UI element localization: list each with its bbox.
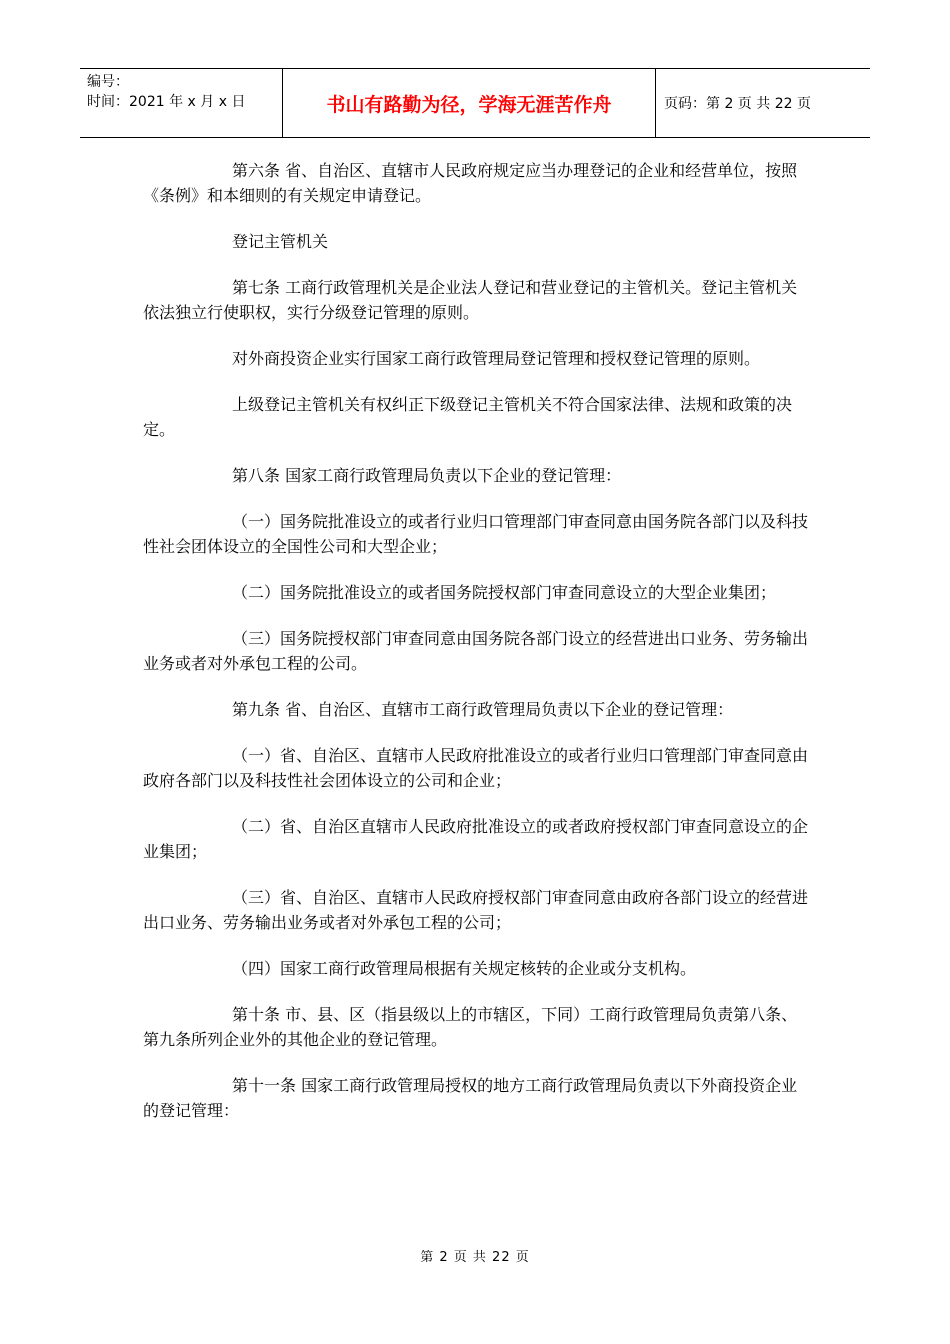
header-page-info: 页码：第 2 页 共 22 页: [664, 96, 811, 112]
article-9-item-2: （二）省、自治区直辖市人民政府批准设立的或者政府授权部门审查同意设立的企业集团；: [143, 817, 809, 861]
article-7: 第七条 工商行政管理机关是企业法人登记和营业登记的主管机关。登记主管机关依法独立行使职权，实行分级登记管理的原则。: [143, 278, 798, 322]
article-8-item-2: （二）国务院批准设立的或者国务院授权部门审查同意设立的大型企业集团；: [232, 583, 777, 602]
article-7-para-2: 对外商投资企业实行国家工商行政管理局登记管理和授权登记管理的原则。: [232, 349, 761, 368]
article-11: 第十一条 国家工商行政管理局授权的地方工商行政管理局负责以下外商投资企业的登记管理：: [143, 1076, 798, 1120]
article-10: 第十条 市、县、区（指县级以上的市辖区，下同）工商行政管理局负责第八条、第九条所列企业外的其他企业的登记管理。: [143, 1005, 798, 1049]
article-7-para-3: 上级登记主管机关有权纠正下级登记主管机关不符合国家法律、法规和政策的决定。: [143, 395, 793, 439]
article-8: 第八条 国家工商行政管理局负责以下企业的登记管理：: [232, 466, 622, 485]
article-8-item-3: （三）国务院授权部门审查同意由国务院各部门设立的经营进出口业务、劳务输出业务或者对外承包工程的公司。: [143, 629, 809, 673]
page-footer: 第 2 页 共 22 页: [420, 1250, 530, 1265]
header-meta: [80, 69, 283, 137]
article-8-item-1: （一）国务院批准设立的或者行业归口管理部门审查同意由国务院各部门以及科技性社会团体设立的全国性公司和大型企业；: [143, 512, 809, 556]
article-9-item-3: （三）省、自治区、直辖市人民政府授权部门审查同意由政府各部门设立的经营进出口业务、劳务输出业务或者对外承包工程的公司；: [143, 888, 809, 932]
document-date: 时间：2021 年 x 月 x 日: [87, 94, 246, 110]
section-heading-registration-authority: 登记主管机关: [232, 232, 329, 251]
document-number-label: 编号：: [87, 74, 129, 90]
article-9: 第九条 省、自治区、直辖市工商行政管理局负责以下企业的登记管理：: [232, 700, 734, 719]
article-9-item-1: （一）省、自治区、直辖市人民政府批准设立的或者行业归口管理部门审查同意由政府各部门以及科技性社会团体设立的公司和企业；: [143, 746, 809, 790]
document-body: [143, 158, 808, 1144]
page-header: [80, 68, 870, 138]
article-6: 第六条 省、自治区、直辖市人民政府规定应当办理登记的企业和经营单位，按照《条例》和本细则的有关规定申请登记。: [143, 161, 798, 205]
article-9-item-4: （四）国家工商行政管理局根据有关规定核转的企业或分支机构。: [232, 959, 697, 978]
header-motto: 书山有路勤为径，学海无涯苦作舟: [283, 69, 656, 137]
